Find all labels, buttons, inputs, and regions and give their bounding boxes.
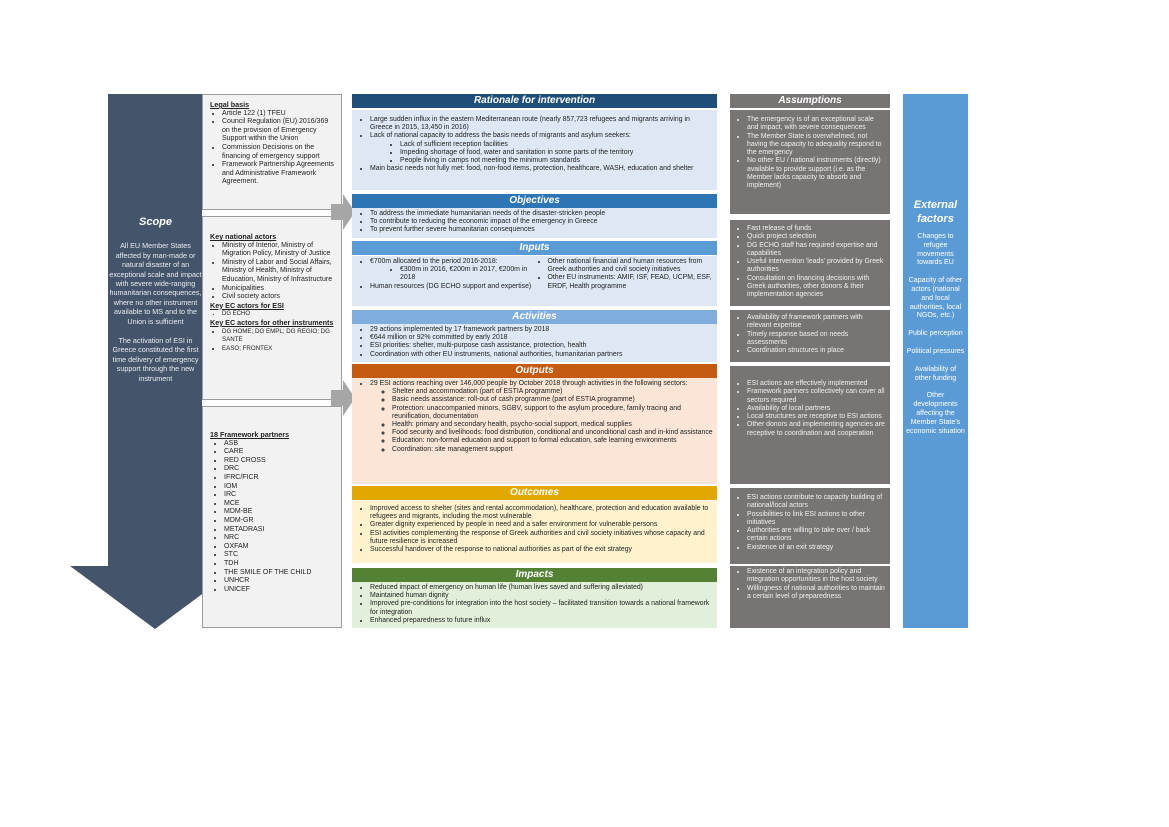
scope-paragraph: The activation of ESI in Greece constituted the first time delivery of emergency support through the new instrument — [112, 336, 199, 383]
key-actors-box — [202, 216, 342, 400]
other-actors-heading: Key EC actors for other instruments — [210, 317, 334, 327]
partner-item: • IOM — [224, 483, 335, 492]
list-item: • ESI priorities: shelter, multi-purpose cash assistance, protection, health — [370, 342, 713, 350]
list-item: • Local structures are receptive to ESI actions — [747, 413, 886, 421]
partner-item: • RED CROSS — [224, 457, 335, 466]
list-item: • Improved access to shelter (sites and rental accommodation), healthcare, protection and education available to refugees and migrants, including the most vulnerable — [370, 505, 713, 521]
list-item: • ESI actions contribute to capacity building of national/local actors — [747, 494, 886, 511]
list-item: • Commission Decisions on the financing of emergency support — [222, 144, 335, 161]
list-item: • Maintained human dignity — [370, 592, 713, 600]
list-item: • Ministry of Interior, Ministry of Migration Policy, Ministry of Justice — [222, 242, 335, 259]
list-item: • Framework partners collectively can cover all sectors required — [747, 388, 886, 405]
inputs-title: Inputs — [352, 241, 717, 255]
list-item: • Large sudden influx in the eastern Mediterranean route (nearly 857,723 refugees and migrants arriving in Greece in 2015, 13,450 in 2016) — [370, 116, 713, 132]
list-item: • EASO; FRONTEX — [222, 345, 335, 354]
rationale-body — [352, 110, 717, 190]
list-item: • Lack of sufficient reception facilities — [400, 141, 713, 149]
partner-item: • UNHCR — [224, 577, 335, 586]
partner-item: • STC — [224, 551, 335, 560]
list-item: ◦ Basic needs assistance: roll-out of cash programme (part of ESTIA programme) — [392, 396, 713, 404]
partner-item: • THE SMILE OF THE CHILD — [224, 569, 335, 578]
partner-item: • MDM-BE — [224, 508, 335, 517]
list-item: • Main basic needs not fully met: food, non-food items, protection, healthcare, WASH, education and shelter — [370, 165, 713, 173]
partner-item: • IRC — [224, 491, 335, 500]
list-item: • To address the immediate humanitarian needs of the disaster-stricken people — [370, 210, 713, 218]
partner-item: • OXFAM — [224, 543, 335, 552]
list-item: • Municipalities — [222, 285, 335, 294]
list-item: • €644 million or 92% committed by early 2018 — [370, 334, 713, 342]
external-factor: Public perception — [908, 329, 963, 338]
list-item: • Existence of an exit strategy — [747, 544, 886, 552]
partner-item: • UNICEF — [224, 586, 335, 595]
partner-item: • MDM-GR — [224, 517, 335, 526]
partner-item: • NRC — [224, 534, 335, 543]
assumptions-title: Assumptions — [730, 94, 890, 108]
outputs-lead: 29 ESI actions reaching over 146,000 people by October 2018 through activities in the following sectors: — [370, 380, 688, 387]
list-item: • Other national financial and human resources from Greek authorities and civil society initiatives — [548, 258, 714, 274]
partner-item: • TDH — [224, 560, 335, 569]
list-item: • Ministry of Labor and Social Affairs, Ministry of Health, Ministry of Education, Ministry of Infrastructure — [222, 259, 335, 285]
list-item: • To prevent further severe humanitarian consequences — [370, 226, 713, 234]
inputs-item-text: €700m allocated to the period 2016-2018: — [370, 258, 498, 265]
list-item: • Coordination with other EU instruments, national authorities, humanitarian partners — [370, 351, 713, 359]
activities-title: Activities — [352, 310, 717, 324]
list-item: • Other donors and implementing agencies are receptive to coordination and cooperation — [747, 421, 886, 438]
national-actors-heading: Key national actors — [210, 232, 277, 241]
list-item: • Coordination structures in place — [747, 347, 886, 355]
list-item: • The emergency is of an exceptional scale and impact, with severe consequences — [747, 116, 886, 133]
list-item — [370, 132, 713, 165]
framework-partners-box — [202, 406, 342, 628]
list-item: • ESI actions are effectively implemented — [747, 380, 886, 388]
list-item: • Other EU instruments: AMIF, ISF, FEAD, UCPM, ESF, ERDF, Health programme — [548, 274, 714, 290]
list-item: • Authorities are willing to take over / back certain actions — [747, 527, 886, 544]
list-item: • Fast release of funds — [747, 225, 886, 233]
external-factors-panel — [903, 94, 968, 628]
rationale-title: Rationale for intervention — [352, 94, 717, 108]
list-item: ◦ Coordination: site management support — [392, 446, 713, 454]
external-factor: Other developments affecting the Member State's economic situation — [906, 391, 965, 435]
list-item: • Enhanced preparedness to future influx — [370, 617, 713, 625]
list-item: • No other EU / national instruments (directly) available to provide support (i.e. as the Member lacks capacity to absorb and implement) — [747, 157, 886, 190]
list-item: ◦ Health: primary and secondary health, psycho-social support, medical supplies — [392, 421, 713, 429]
assumptions-box — [730, 220, 890, 306]
assumptions-box — [730, 566, 890, 628]
scope-title: Scope — [138, 216, 172, 228]
assumptions-box — [730, 366, 890, 484]
outcomes-body — [352, 501, 717, 563]
external-factors-title: External factors — [913, 199, 958, 225]
list-item: • Council Regulation (EU) 2016/369 on the provision of Emergency Support within the Union — [222, 118, 335, 144]
list-item: • Civil society actors — [222, 293, 335, 302]
objectives-title: Objectives — [352, 194, 717, 208]
legal-basis-box — [202, 94, 342, 210]
list-item: • Article 122 (1) TFEU — [222, 110, 335, 119]
list-item: • DG ECHO staff has required expertise and capabilities — [747, 242, 886, 259]
partner-item: • CARE — [224, 448, 335, 457]
impacts-title: Impacts — [352, 568, 717, 582]
legal-basis-heading: Legal basis — [210, 100, 250, 109]
outputs-title: Outputs — [352, 364, 717, 378]
list-item: • Consultation on financing decisions with Greek authorities, other donors & their implementation agencies — [747, 275, 886, 300]
partner-item: • ASB — [224, 440, 335, 449]
inputs-body — [352, 256, 717, 306]
external-factor: Political pressures — [906, 346, 965, 355]
outputs-body — [352, 378, 717, 484]
partner-item: • METADRASI — [224, 526, 335, 535]
scope-paragraph: All EU Member States affected by man-made or natural disaster of an exceptional scale and impact with severe wide-ranging humanitarian consequences, where no other instrument available to MS and to the Union is sufficient — [109, 241, 202, 326]
objectives-body — [352, 208, 717, 238]
list-item: • Availability of local partners — [747, 405, 886, 413]
list-item: • The Member State is overwhelmed, not having the capacity to adequality respond to the emergency — [747, 133, 886, 158]
external-factor: Changes to refugee movements towards EU — [917, 232, 954, 267]
list-item: • Availability of framework partners with relevant expertise — [747, 314, 886, 331]
list-item: • DG ECHO — [222, 310, 335, 319]
list-item: • Successful handover of the response to national authorities as part of the exit strategy — [370, 546, 713, 554]
list-item: • Quick project selection — [747, 233, 886, 241]
list-item: ◦ Education: non-formal education and support to formal education, safe learning environments — [392, 437, 713, 445]
list-item: ◦ Shelter and accommodation (part of ESTIA programme) — [392, 388, 713, 396]
outcomes-title: Outcomes — [352, 486, 717, 500]
list-item: • DG HOME; DG EMPL; DG REGIO; DG SANTE — [222, 328, 335, 345]
list-item: • 29 actions implemented by 17 framework partners by 2018 — [370, 326, 713, 334]
impacts-body — [352, 582, 717, 628]
assumptions-box — [730, 110, 890, 214]
list-item — [370, 258, 536, 283]
list-item: • Human resources (DG ECHO support and expertise) — [370, 283, 536, 291]
external-factor: Capacity of other actors (national and local authorities, local NGOs, etc.) — [908, 276, 963, 320]
list-item: • Willingness of national authorities to maintain a certain level of preparedness — [747, 585, 886, 602]
external-factor: Availability of other funding — [914, 364, 957, 382]
partner-item: • DRC — [224, 465, 335, 474]
list-item: • Timely response based on needs assessments — [747, 331, 886, 348]
list-item: • Greater dignity experienced by people in need and a safer environment for vulnerable persons — [370, 521, 713, 529]
list-item: • Useful intervention 'leads' provided by Greek authorities — [747, 258, 886, 275]
scope-panel — [108, 218, 203, 393]
partner-item: • IFRC/FICR — [224, 474, 335, 483]
list-item: • ESI activities complementing the response of Greek authorities and civil society initiatives whose capacity and future resilience is increased — [370, 530, 713, 546]
list-item — [370, 380, 713, 454]
list-item: • To contribute to reducing the economic impact of the emergency in Greece — [370, 218, 713, 226]
rationale-item-text: Lack of national capacity to address the basis needs of migrants and asylum seekers: — [370, 132, 631, 140]
list-item: ◦ Protection: unaccompanied minors, SGBV, support to the asylum procedure, family tracing and reunification, documentation — [392, 405, 713, 421]
activities-body — [352, 324, 717, 362]
list-item: • €300m in 2016, €200m in 2017, €200m in 2018 — [400, 266, 536, 282]
partners-heading: 18 Framework partners — [210, 430, 290, 439]
assumptions-box — [730, 488, 890, 564]
list-item: ◦ Food security and livelihoods: food distribution, conditional and unconditional cash and in-kind assistance — [392, 429, 713, 437]
list-item: • Improved pre-conditions for integration into the host society – facilitated transition towards a national framework for integration — [370, 600, 713, 616]
list-item: • Possibilities to link ESI actions to other initiatives — [747, 511, 886, 528]
list-item: • Reduced impact of emergency on human life (human lives saved and suffering alleviated) — [370, 584, 713, 592]
list-item: • Impeding shortage of food, water and sanitation in some parts of the territory — [400, 149, 713, 157]
list-item: • Framework Partnership Agreements and Administrative Framework Agreement. — [222, 161, 335, 187]
partner-item: • MCE — [224, 500, 335, 509]
list-item: • Existence of an integration policy and integration opportunities in the host society — [747, 568, 886, 585]
esi-actors-heading: Key EC actors for ESI — [210, 300, 284, 310]
list-item: • People living in camps not meeting the minimum standards — [400, 157, 713, 165]
assumptions-box — [730, 310, 890, 362]
